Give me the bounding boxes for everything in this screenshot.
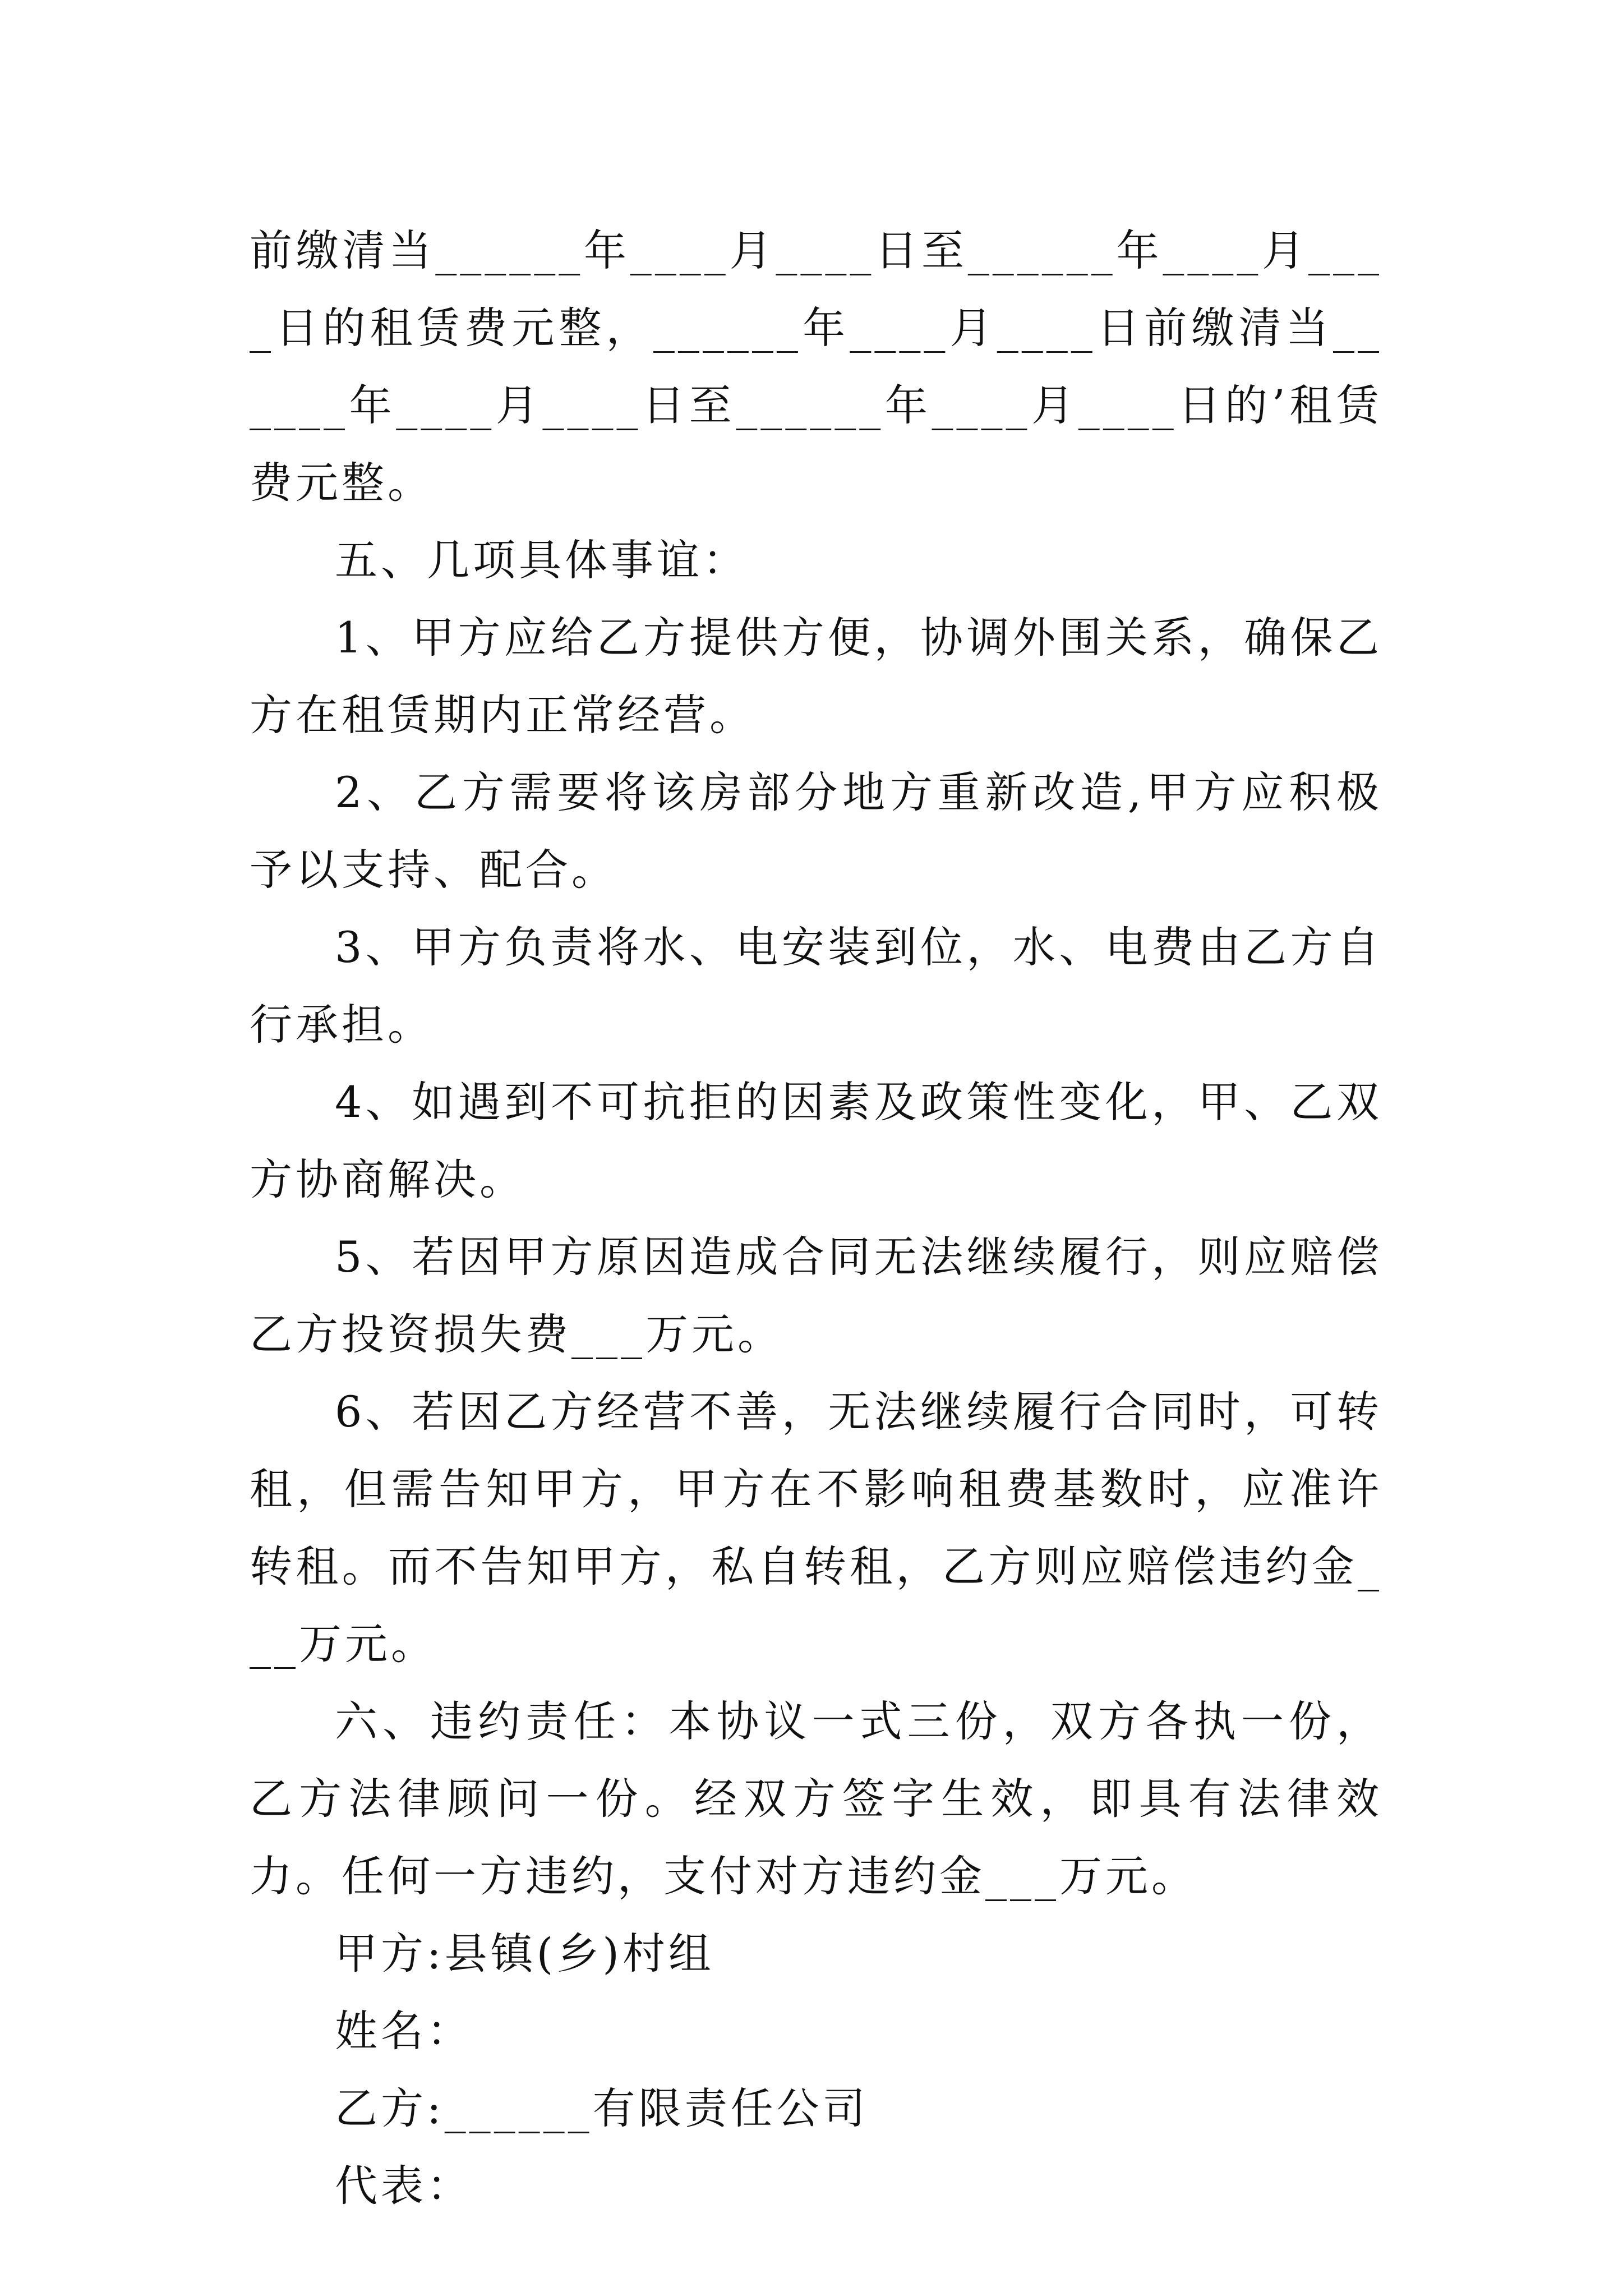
clause-item-2: 2、乙方需要将该房部分地方重新改造,甲方应积极予以支持、配合。 bbox=[250, 767, 1382, 895]
document-body bbox=[250, 212, 1382, 2225]
signature-party-b: 乙方:______有限责任公司 bbox=[335, 2083, 869, 2133]
clause-item-3: 3、甲方负责将水、电安装到位，水、电费由乙方自行承担。 bbox=[250, 922, 1382, 1050]
paragraph-rent-payment: 前缴清当______年____月____日至______年____月____日的租赁费元整，______年____月____日前缴清当______年____月____日至______年____月____日的’租赁费元整。 bbox=[250, 226, 1382, 508]
clause-item-5: 5、若因甲方原因造成合同无法继续履行，则应赔偿乙方投资损失费___万元。 bbox=[250, 1232, 1382, 1359]
clause-item-1: 1、甲方应给乙方提供方便，协调外围关系，确保乙方在租赁期内正常经营。 bbox=[250, 613, 1382, 740]
clause-item-4: 4、如遇到不可抗拒的因素及政策性变化，甲、乙双方协商解决。 bbox=[250, 1077, 1382, 1204]
section-6-breach-liability: 六、违约责任：本协议一式三份，双方各执一份，乙方法律顾问一份。经双方签字生效，即具有法律效力。任何一方违约，支付对方违约金___万元。 bbox=[250, 1696, 1382, 1901]
clause-item-6: 6、若因乙方经营不善，无法继续履行合同时，可转租，但需告知甲方，甲方在不影响租费基数时，应准许转租。而不告知甲方，私自转租，乙方则应赔偿违约金___万元。 bbox=[250, 1387, 1382, 1669]
signature-name: 姓名： bbox=[335, 2006, 473, 2056]
signature-party-a: 甲方:县镇(乡)村组 bbox=[335, 1929, 714, 1978]
signature-representative: 代表： bbox=[335, 2161, 473, 2211]
section-5-heading: 五、几项具体事谊： bbox=[335, 535, 749, 585]
